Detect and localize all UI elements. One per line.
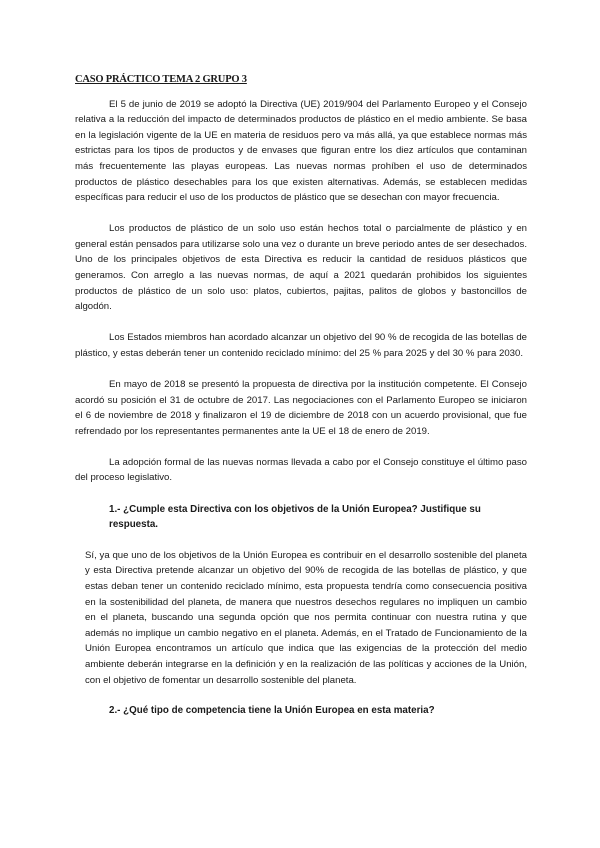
question-2: 2.- ¿Qué tipo de competencia tiene la Unión Europea en esta materia? xyxy=(109,705,435,717)
document-body xyxy=(75,72,527,734)
paragraph-directive-adoption: El 5 de junio de 2019 se adoptó la Directiva (UE) 2019/904 del Parlamento Europeo y el Consejo relativa a la reducción del impacto de determinados productos de plástico en el medio ambiente. Se basa en la legislación vigente de la UE en materia de residuos pero va más allá, ya que establece normas más estrictas para los tipos de productos y de envases que figuran entre los diez artículos que contaminan más frecuentemente las playas europeas. Las nuevas normas prohíben el uso de determinados productos de plástico desechables para los que existen alternativas. Además, se establecen medidas específicas para reducir el uso de los productos de plástico que se desechan con mayor frecuencia. xyxy=(75,98,527,204)
paragraph-bottle-collection: Los Estados miembros han acordado alcanzar un objetivo del 90 % de recogida de las botellas de plástico, y estas deberán tener un contenido reciclado mínimo: del 25 % para 2025 y del 30 % para 2030. xyxy=(75,332,527,359)
answer-1: Sí, ya que uno de los objetivos de la Unión Europea es contribuir en el desarrollo sostenible del planeta y esta Directiva pretende alcanzar un objetivo del 90% de recogida de las botellas de plástico, y que estas deban tener un contenido reciclado mínimo, esta propuesta tendría como consecuencia positiva en la sostenibilidad del planeta, de manera que nuestros desechos regulares no impliquen un cambio en el planeta, buscando una segunda opción que nos permita continuar con nuestra rutina y que además no implique un cambio negativo en el planeta. Además, en el Tratado de Funcionamiento de la Unión Europea encontramos un artículo que indica que las exigencias de la protección del medio ambiente deberán integrarse en la definición y en la realización de las políticas y acciones de la Unión, con el objetivo de fomentar un desarrollo sostenible del planeta. xyxy=(85,549,527,686)
question-1: 1.- ¿Cumple esta Directiva con los objetivos de la Unión Europea? Justifique su respuesta. xyxy=(109,503,481,531)
paragraph-formal-adoption: La adopción formal de las nuevas normas llevada a cabo por el Consejo constituye el último paso del proceso legislativo. xyxy=(75,456,527,484)
document-title: CASO PRÁCTICO TEMA 2 GRUPO 3 xyxy=(75,74,247,85)
paragraph-single-use-plastics: Los productos de plástico de un solo uso están hechos total o parcialmente de plástico y en general están pensados para utilizarse solo una vez o durante un breve periodo antes de ser desechados. Uno de los principales objetivos de esta Directiva es reducir la cantidad de residuos plásticos que generamos. Con arreglo a las nuevas normas, de aquí a 2021 quedarán prohibidos los siguientes productos de plástico de un solo uso: platos, cubiertos, pajitas, palitos de globos y bastoncillos de algodón. xyxy=(75,223,527,313)
paragraph-legislative-timeline: En mayo de 2018 se presentó la propuesta de directiva por la institución competente. El Consejo acordó su posición el 31 de octubre de 2017. Las negociaciones con el Parlamento Europeo se iniciaron el 6 de noviembre de 2018 y finalizaron el 19 de diciembre de 2018 con un acuerdo provisional, que fue refrendado por los representantes permanentes ante la UE el 18 de enero de 2019. xyxy=(75,379,527,437)
